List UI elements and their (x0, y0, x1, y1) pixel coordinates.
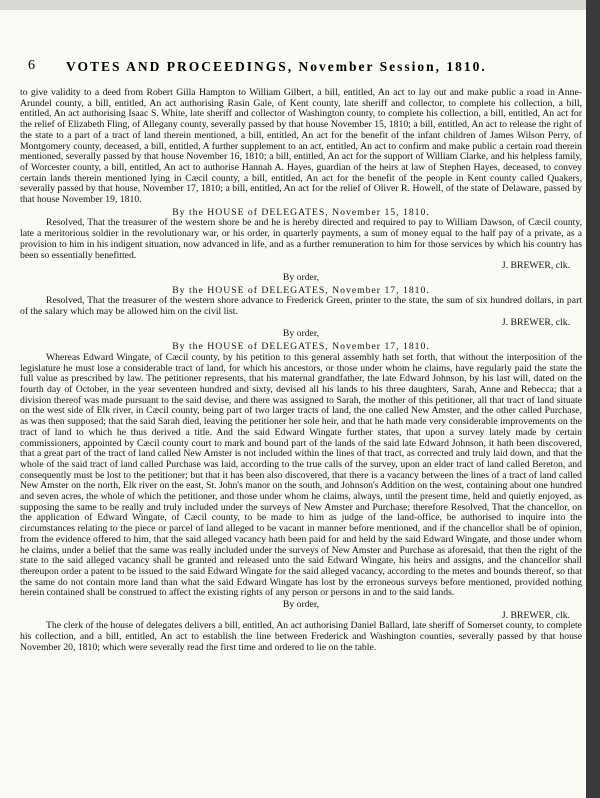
resolution-3-signature: J. BREWER, clk. (501, 609, 570, 621)
by-order-3: By order, (282, 599, 320, 611)
resolution-1-text: Resolved, That the treasurer of the western shore be and he is hereby directed and required to pay to William Dawson, of Cæcil county, late a meritorious soldier in the revolutionary war, or his order, in quarterly payments, a sum of money equal to the half pay of a private, as a provision to him in his indigent situation, now advanced in life, and as a further remuneration to him for those services by which his country has been so essentially benefitted. (20, 217, 582, 261)
by-order-2: By order, (282, 328, 320, 340)
scan-edge-right (586, 0, 600, 798)
resolution-2-text: Resolved, That the treasurer of the western shore advance to Frederick Green, printer to the state, the sum of six hundred dollars, in part of the salary which may be allowed him on the civil list. (20, 295, 582, 318)
resolution-1-heading: By the HOUSE of DELEGATES, November 15, 1810. (172, 206, 430, 218)
resolution-2-signature: J. BREWER, clk. (501, 316, 570, 328)
scan-edge-top (0, 0, 600, 10)
by-order-1: By order, (282, 271, 320, 283)
resolution-1-signature: J. BREWER, clk. (501, 260, 570, 272)
page-title: VOTES AND PROCEEDINGS, November Session, 1810. (66, 59, 487, 74)
closing-paragraph: The clerk of the house of delegates delivers a bill, entitled, An act authorising Daniel Ballard, late sheriff of Somerset county, to complete his collection, and a bill, entitled, An act to establish the line between Frederick and Washington counties, severally passed by that house November 20, 1810; which were severally read the first time and ordered to lie on the table. (20, 620, 582, 653)
intro-paragraph: to give validity to a deed from Robert Gilla Hampton to William Gilbert, a bill, entitled, An act to lay out and make public a road in Anne-Arundel county, a bill, entitled, An act authorising Rasin Gale, of Kent county, late sheriff and collector, to complete his collection, a bill, entitled, An act authorising Isaac S. White, late sheriff and collector of Washington county, to complete his collection, a bill, entitled, An act for the relief of Elizabeth Fling, of Allegany county, severally passed by that house November 15, 1810; a bill, entitled, An act to release the right of the state to a part of a tract of land therein mentioned, a bill, entitled, An act for the benefit of the infant children of James Wilson Perry, of Montgomery county, deceased, a bill, entitled, A further supplement to an act, entitled, An act to confirm and make public a certain road therein mentioned, severally passed by that house November 16, 1810; a bill, entitled, An act for the support of William Clarke, and his helpless family, of Worcester county, a bill, entitled, An act to authorise Hannah A. Hayes, guardian of the heirs at law of Stephen Hayes, deceased, to convey certain lands therein mentioned lying in Cæcil county, a bill, entitled, An act for the benefit of the people in Kent county called Quakers, severally passed by that house, November 17, 1810; a bill, entitled, An act for the relief of Oliver R. Howell, of the state of Delaware, passed by that house November 19, 1810. (20, 87, 582, 206)
page-number: 6 (28, 58, 35, 73)
resolution-2-heading: By the HOUSE of DELEGATES, November 17, 1810. (172, 284, 430, 296)
resolution-3-heading: By the HOUSE of DELEGATES, November 17, 1810. (172, 341, 430, 353)
page-header (28, 58, 576, 76)
resolution-3-text: Whereas Edward Wingate, of Cæcil county, by his petition to this general assembly hath set forth, that without the interposition of the legislature he must lose a considerable tract of land, for which his ancestors, or those under whom he claims, have regularly paid the state the full value as prescribed by law. The petitioner represents, that his maternal grandfather, the late Edward Johnson, by his last will, dated on the fourth day of October, in the year seventeen hundred and sixty, devised all his lands to his three daughters, Sarah, Anne and Rebecca; that a division thereof was made pursuant to the said devise, and there was assigned to Sarah, the mother of this petitioner, all that tract of land situate on the west side of Elk river, in Cæcil county, being part of two larger tracts of land, the one called New Amster, and the other called Purchase, as was then supposed; that the said Sarah died, leaving the petitioner her sole heir, and that he hath made very considerable improvements on the tract of land to which he thus derived a title. And the said Edward Wingate further states, that upon a survey lately made by certain commissioners, appointed by Cæcil county court to mark and bound part of the lands of the said late Edward Johnson, it hath been discovered, that a great part of the tract of land called New Amster is not included within the lines of that tract, as corrected and truly laid down, and that the whole of the said tract of land called Purchase was laid, according to the true calls of the survey, upon an elder tract of land called Bereton, and consequently must be lost to the petitioner; but that it has been also discovered, that there is a vacancy between the lines of a tract of land called New Amster on the north, Elk river on the east, St. John's manor on the south, and Johnson's Addition on the west, containing about one hundred and seven acres, the whole of which the petitioner, and those under whom he claims, always, until the present time, held and quietly enjoyed, as supposing the same to be really and truly included under the surveys of New Amster and Purchase; therefore Resolved, That the chancellor, on the application of Edward Wingate, of Cæcil county, to be made to him as judge of the land-office, be authorised to inquire into the circumstances relating to the piece or parcel of land alleged to be vacant in manner before mentioned, and if the chancellor shall be of opinion, from the evidence offered to him, that the said alleged vacancy hath been paid for and held by the said Edward Wingate, and those under whom he claims, under a belief that the same was really included under the surveys of New Amster and Purchase as aforesaid, that then the right of the state to the said alleged vacancy shall be granted and released unto the said Edward Wingate, his heirs and assigns, and the chancellor shall thereupon order a patent to be issued to the said Edward Wingate for the said alleged vacancy, according to the metes and bounds thereof, so that the same do not contain more land than what the said Edward Wingate has lost by the erroneous surveys before mentioned, provided nothing herein contained shall be construed to affect the existing rights of any person or persons in and to the said lands. (20, 351, 582, 599)
document-body (20, 88, 582, 654)
